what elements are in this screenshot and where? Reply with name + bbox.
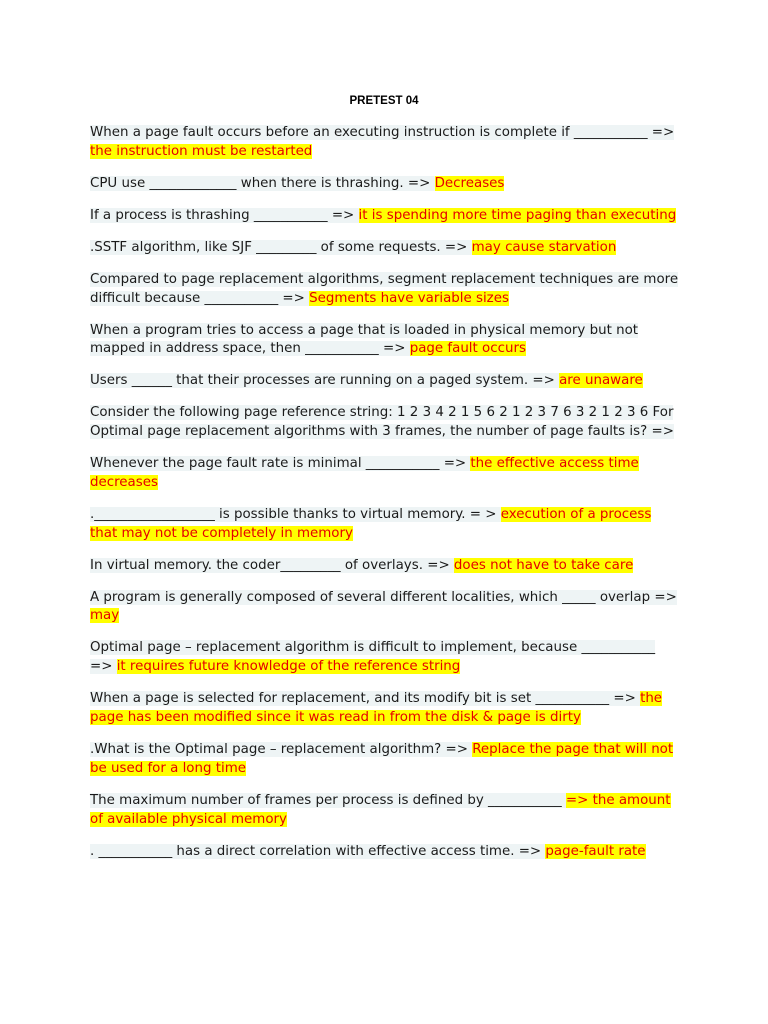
- qa-item: [90, 557, 680, 576]
- page-title: PRETEST 04: [349, 95, 419, 107]
- answer-text: the instruction must be restarted: [90, 143, 313, 159]
- answer-text: page-fault rate: [545, 843, 646, 859]
- answer-text: page fault occurs: [409, 341, 526, 357]
- answer-text: it requires future knowledge of the reference string: [116, 659, 461, 675]
- answer-text: Decreases: [434, 175, 505, 191]
- answer-text: the page has been modified since it was read in from the disk & page is dirty: [90, 691, 663, 725]
- qa-item: [90, 207, 680, 226]
- question-text: .What is the Optimal page – replacement algorithm? =>: [90, 741, 473, 757]
- qa-item: [90, 690, 680, 728]
- answer-text: Replace the page that will not be used for a long time: [90, 741, 674, 776]
- qa-item: [90, 372, 680, 391]
- question-text: Whenever the page fault rate is minimal ___________ =>: [90, 456, 471, 472]
- question-text: .SSTF algorithm, like SJF _________ of some requests. =>: [90, 239, 472, 255]
- question-text: A program is generally composed of several different localities, which _____ overlap =>: [90, 589, 677, 605]
- question-text: . ___________ has a direct correlation with effective access time. =>: [90, 843, 546, 859]
- qa-item: [90, 741, 680, 779]
- question-text: In virtual memory. the coder_________ of overlays. =>: [90, 557, 454, 573]
- question-text: Users ______ that their processes are running on a paged system. =>: [90, 373, 560, 389]
- question-text: Consider the following page reference string: 1 2 3 4 2 1 5 6 2 1 2 3 7 6 3 2 1 2 3 6 For Optimal page replacement algorithms with 3 frames, the number of page faults is? =>: [90, 405, 674, 440]
- answer-text: the effective access time decreases: [90, 456, 639, 490]
- qa-item: [90, 404, 680, 442]
- qa-item: [90, 455, 680, 493]
- qa-item: [90, 271, 680, 309]
- answer-text: does not have to take care: [453, 557, 634, 573]
- question-text: The maximum number of frames per process is defined by ___________: [90, 792, 566, 808]
- question-list: [90, 124, 680, 875]
- question-text: Optimal page – replacement algorithm is difficult to implement, because ___________ =>: [90, 640, 656, 675]
- qa-item: [90, 843, 680, 862]
- qa-item: [90, 639, 680, 677]
- question-text: CPU use _____________ when there is thrashing. =>: [90, 175, 435, 191]
- question-text: When a page is selected for replacement, and its modify bit is set ___________ =>: [90, 691, 641, 707]
- question-text: When a page fault occurs before an executing instruction is complete if ___________ =>: [90, 125, 675, 140]
- answer-text: may: [90, 608, 120, 624]
- question-text: If a process is thrashing ___________ =>: [90, 207, 359, 223]
- qa-item: [90, 589, 680, 627]
- question-text: .__________________ is possible thanks to virtual memory. = >: [90, 506, 501, 522]
- qa-item: [90, 239, 680, 258]
- answer-text: it is spending more time paging than executing: [358, 207, 677, 223]
- qa-item: [90, 124, 680, 162]
- question-text: When a program tries to access a page that is loaded in physical memory but not mapped in address space, then ___________ =>: [90, 322, 639, 357]
- answer-text: Segments have variable sizes: [309, 290, 509, 306]
- qa-item: [90, 175, 680, 194]
- qa-item: [90, 506, 680, 544]
- answer-text: => the amount of available physical memory: [90, 792, 671, 827]
- answer-text: may cause starvation: [471, 239, 617, 255]
- qa-item: [90, 792, 680, 830]
- answer-text: are unaware: [559, 373, 643, 389]
- question-text: Compared to page replacement algorithms, segment replacement techniques are more difficult because ___________ =>: [90, 271, 679, 306]
- answer-text: execution of a process that may not be completely in memory: [90, 506, 652, 541]
- qa-item: [90, 322, 680, 360]
